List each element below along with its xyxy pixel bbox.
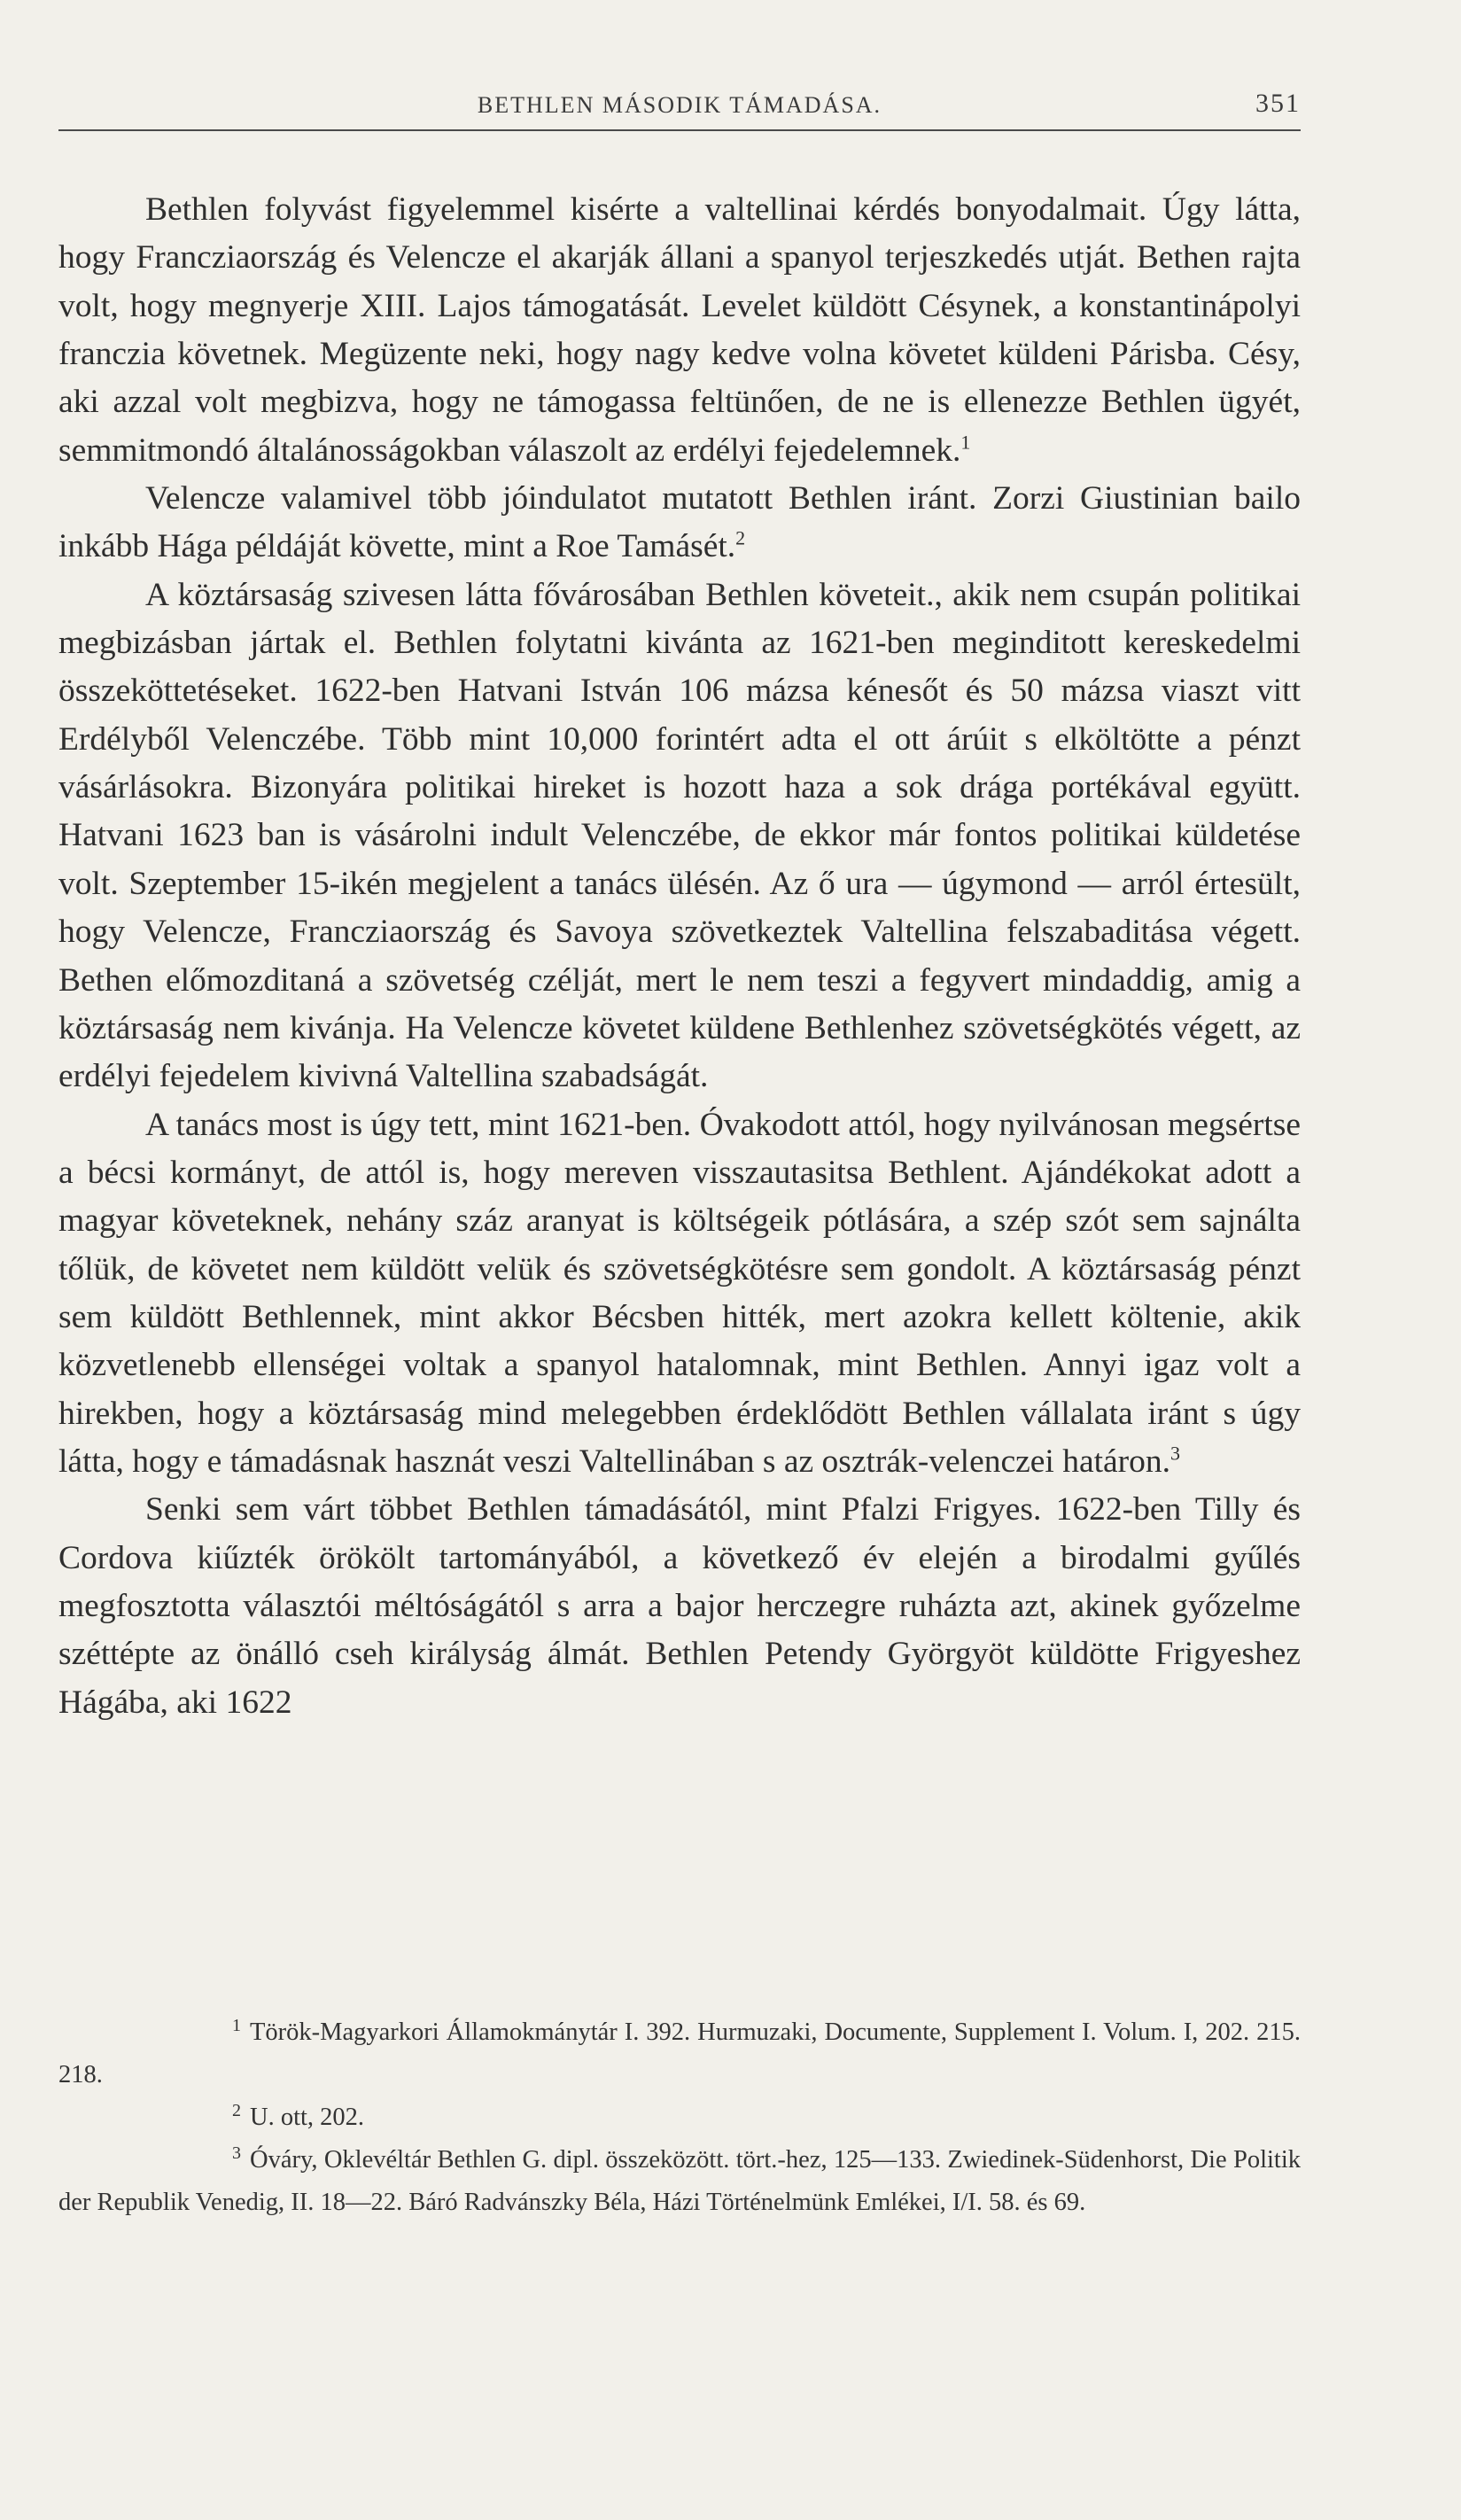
paragraph-2-text: Velencze valamivel több jóindulatot mutatott Bethlen iránt. Zorzi Giustinian bailo inkább Hága példáját követte, mint a Roe Tamásét. bbox=[58, 480, 1301, 565]
footnote-1: 1 Török-Magyarkori Államokmánytár I. 392. Hurmuzaki, Documente, Supplement I. Volum. I, 202. 215. 218. bbox=[58, 2015, 1301, 2088]
footnote-ref-3: 3 bbox=[1170, 1442, 1181, 1465]
paragraph-4 bbox=[58, 1101, 1301, 1487]
footnote-text-2: U. ott, 202. bbox=[250, 2104, 365, 2131]
paragraph-4-text: A tanács most is úgy tett, mint 1621-ben. Óvakodott attól, hogy nyilvánosan megsértse a bécsi kormányt, de attól is, hogy mereven visszautasitsa Bethlent. Ajándékokat adott a magyar követeknek, nehány száz aranyat is költségeik pótlására, a szép szót sem sajnálta tőlük, de követet nem küldött velük és szövetségkötésre sem gondolt. A köztársaság pénzt sem küldött Bethlennek, mint akkor Bécsben hitték, mert azokra kellett költenie, akik közvetlenebb ellenségei voltak a spanyol hatalomnak, mint Bethlen. Annyi igaz volt a hirekben, hogy a köztársaság mind melegebben érdeklődött Bethlen vállalata iránt s úgy látta, hogy e támadásnak hasznát veszi Valtellinában s az osztrák-velenczei határon. bbox=[58, 1106, 1301, 1480]
footnote-text-3: Óváry, Oklevéltár Bethlen G. dipl. összeközött. tört.-hez, 125—133. Zwiedinek-Südenhorst, Die Politik der Republik Venedig, II. 18—22. Báró Radvánszky Béla, Házi Történelmünk Emlékei, I/I. 58. és 69. bbox=[58, 2146, 1301, 2216]
body-text bbox=[58, 186, 1301, 1727]
footnote-ref-2: 2 bbox=[735, 526, 746, 549]
running-title: BETHLEN MÁSODIK TÁMADÁSA. bbox=[477, 92, 882, 118]
paragraph-3 bbox=[58, 572, 1301, 1101]
footnote-ref-1: 1 bbox=[960, 431, 971, 454]
footnote-3: 3 Óváry, Oklevéltár Bethlen G. dipl. összeközött. tört.-hez, 125—133. Zwiedinek-Südenhorst, Die Politik der Republik Venedig, II. 18—22. Báró Radvánszky Béla, Házi Történelmünk Emlékei, I/I. 58. és 69. bbox=[58, 2143, 1301, 2216]
paragraph-3-text: A köztársaság szivesen látta fővárosában Bethlen követeit., akik nem csupán politikai megbizásban jártak el. Bethlen folytatni kivánta az 1621-ben meginditott kereskedelmi összeköttetéseket. 1622-ben Hatvani István 106 mázsa kénesőt és 50 mázsa viaszt vitt Erdélyből Velenczébe. Több mint 10,000 forintért adta el ott árúit s elköltötte a pénzt vásárlásokra. Bizonyára politikai hireket is hozott haza a sok drága portékával együtt. Hatvani 1623 ban is vásárolni indult Velenczébe, de ekkor már fontos politikai küldetése volt. Szeptember 15-ikén megjelent a tanács ülésén. Az ő ura — úgymond — arról értesült, hogy Velencze, Francziaország és Savoya szövetkeztek Valtellina felszabaditása végett. Bethen előmozditaná a szövetség czélját, mert le nem teszi a fegyvert mindaddig, amig a köztársaság nem kivánja. Ha Velencze követet küldene Bethlenhez szövetségkötés végett, az erdélyi fejedelem kivivná Valtellina szabadságát. bbox=[58, 576, 1301, 1095]
paragraph-5 bbox=[58, 1486, 1301, 1727]
paragraph-1-text: Bethlen folyvást figyelemmel kisérte a valtellinai kérdés bonyodalmait. Úgy látta, hogy Francziaország és Velencze el akarják állani a spanyol terjeszkedés utját. Bethen rajta volt, hogy megnyerje XIII. Lajos támogatását. Levelet küldött Césynek, a konstantinápolyi franczia követnek. Megüzente neki, hogy nagy kedve volna követet küldeni Párisba. Césy, aki azzal volt megbizva, hogy ne támogassa feltünően, de ne is ellenezze Bethlen ügyét, semmitmondó általánosságokban válaszolt az erdélyi fejedelemnek. bbox=[58, 191, 1301, 469]
footnote-2: 2 U. ott, 202. bbox=[232, 2100, 365, 2131]
page-number: 351 bbox=[1255, 89, 1301, 118]
paragraph-2 bbox=[58, 475, 1301, 572]
paragraph-1 bbox=[58, 186, 1301, 475]
footnotes bbox=[58, 2011, 1301, 2224]
paragraph-5-text: Senki sem várt többet Bethlen támadásától, mint Pfalzi Frigyes. 1622-ben Tilly és Cordova kiűzték örökölt tartományából, a következő év elején a birodalmi gyűlés megfosztotta választói méltóságától s arra a bajor herczegre ruházta azt, akinek győzelme széttépte az önálló cseh királyság álmát. Bethlen Petendy Györgyöt küldötte Frigyeshez Hágába, aki 1622 bbox=[58, 1491, 1301, 1721]
footnote-text-1: Török-Magyarkori Államokmánytár I. 392. Hurmuzaki, Documente, Supplement I. Volum. I, 202. 215. 218. bbox=[58, 2018, 1301, 2088]
running-header bbox=[58, 89, 1301, 135]
header-rule bbox=[58, 129, 1301, 131]
